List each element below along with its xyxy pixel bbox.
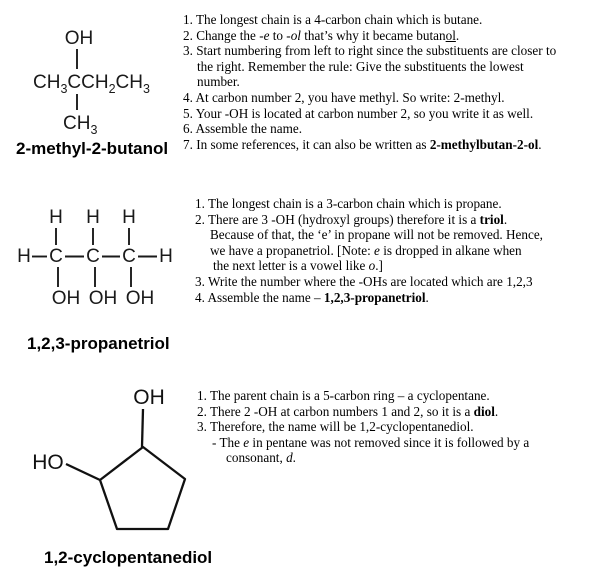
note-text-segment: we have a propanetriol. [Note: bbox=[210, 242, 375, 258]
note-text-segment: 2. Change the bbox=[183, 27, 260, 43]
note-line bbox=[183, 43, 556, 59]
note-text-segment: - The bbox=[212, 434, 244, 450]
note-text-segment: 1. The longest chain is a 4-carbon chain which is butane. bbox=[183, 12, 483, 27]
note-text-segment: . bbox=[292, 450, 296, 466]
note-text-segment: 1. The parent chain is a 5-carbon ring – a cyclopentane. bbox=[197, 388, 490, 403]
note-line bbox=[183, 106, 556, 122]
note-text-segment: 2. There 2 -OH at carbon numbers 1 and 2, so it is a bbox=[197, 403, 474, 419]
note-text-segment: .] bbox=[375, 258, 383, 274]
note-text-segment: number. bbox=[197, 74, 240, 90]
note-text-segment: 2. There are 3 -OH (hydroxyl groups) therefore it is a bbox=[195, 211, 480, 227]
note-text-segment: Because of that, the ‘e’ in propane will not be removed. Hence, bbox=[210, 227, 543, 243]
note-text-segment: that’s why it became butan bbox=[300, 27, 446, 43]
note-line bbox=[183, 121, 556, 137]
structure-name-label: 2-methyl-2-butanol bbox=[16, 139, 169, 158]
note-line bbox=[183, 74, 556, 90]
note-text-segment: 7. In some references, it can also be written as bbox=[183, 136, 430, 152]
note-text-segment: e bbox=[374, 242, 380, 258]
note-text-segment: 1,2,3-propanetriol bbox=[323, 289, 426, 305]
note-text-segment: . bbox=[425, 289, 429, 305]
note-text-segment: d bbox=[286, 450, 293, 466]
hydroxyl-label: OH bbox=[133, 386, 165, 409]
note-text-segment: 5. Your -OH is located at carbon number 2, so you write it as well. bbox=[183, 105, 534, 121]
note-text-segment: in pentane was not removed since it is followed by a bbox=[249, 434, 530, 450]
note-line bbox=[195, 196, 543, 212]
note-text-segment: ol bbox=[445, 27, 456, 43]
note-text-segment: the right. Remember the rule: Give the substituents the lowest bbox=[197, 58, 524, 74]
cyclopentane-ring bbox=[100, 447, 185, 529]
note-line bbox=[183, 28, 556, 44]
note-text-segment: . bbox=[538, 136, 542, 152]
note-text-segment: 4. At carbon number 2, you have methyl. So write: 2-methyl. bbox=[183, 89, 505, 105]
note-text-segment: 3. Write the number where the -OHs are located which are 1,2,3 bbox=[195, 273, 533, 289]
note-line bbox=[195, 290, 543, 306]
note-text-segment: 3. Start numbering from left to right since the substituents are closer to bbox=[183, 43, 557, 59]
hydrogen-label: H bbox=[49, 207, 63, 228]
hydroxyl-label: OH bbox=[125, 288, 155, 309]
note-line bbox=[195, 274, 543, 290]
structure-name-label: 1,2-cyclopentanediol bbox=[44, 548, 213, 567]
note-line bbox=[195, 212, 543, 228]
structure-name-label: 1,2,3-propanetriol bbox=[27, 334, 170, 353]
note-text-segment: o bbox=[368, 258, 376, 274]
note-line bbox=[195, 227, 543, 243]
note-text-segment: e bbox=[243, 434, 250, 450]
hydrogen-label: H bbox=[122, 207, 136, 228]
structure-2-methyl-2-butanol bbox=[15, 20, 190, 145]
note-line bbox=[183, 59, 556, 75]
structure-propanetriol bbox=[10, 207, 190, 315]
note-text-segment: diol bbox=[473, 403, 495, 419]
note-text-segment: 1. The longest chain is a 3-carbon chain which is propane. bbox=[195, 196, 502, 211]
structure-cyclopentanediol bbox=[20, 385, 205, 537]
note-text-segment: to bbox=[269, 27, 287, 43]
methyl-label: $CH_3$ bbox=[63, 113, 98, 137]
note-text-segment: triol bbox=[479, 211, 504, 227]
note-line bbox=[195, 243, 543, 259]
hydrogen-label: H bbox=[159, 246, 173, 267]
bond-line bbox=[142, 409, 143, 447]
note-text-segment: is dropped in alkane when bbox=[379, 242, 522, 258]
note-text-segment: 4. Assemble the name – bbox=[195, 289, 324, 305]
carbon-label: C bbox=[122, 246, 136, 267]
hydrogen-label: H bbox=[17, 246, 31, 267]
notes-list-2 bbox=[195, 196, 543, 305]
hydroxyl-label: OH bbox=[88, 288, 118, 309]
formula-label: $CH_3CCH_2CH_3$ bbox=[33, 72, 150, 96]
note-line bbox=[197, 450, 529, 466]
carbon-label: C bbox=[49, 246, 63, 267]
hydroxyl-label: OH bbox=[64, 28, 94, 49]
note-line bbox=[197, 435, 529, 451]
hydroxyl-label: OH bbox=[51, 288, 81, 309]
note-text-segment: 6. Assemble the name. bbox=[183, 121, 303, 137]
note-text-segment: . bbox=[455, 27, 460, 43]
note-line bbox=[197, 419, 529, 435]
notes-list-1 bbox=[183, 12, 556, 152]
note-text-segment: -ol bbox=[286, 27, 301, 43]
note-line bbox=[183, 137, 556, 153]
note-text-segment: . bbox=[494, 403, 499, 419]
note-line bbox=[183, 90, 556, 106]
note-text-segment: -e bbox=[259, 27, 270, 43]
note-text-segment: 2-methylbutan-2-ol bbox=[429, 136, 539, 152]
bond-line bbox=[66, 464, 100, 480]
note-line bbox=[195, 258, 543, 274]
carbon-label: C bbox=[86, 246, 100, 267]
note-line bbox=[197, 388, 529, 404]
note-text-segment: 3. Therefore, the name will be 1,2-cyclopentanediol. bbox=[197, 419, 474, 435]
hydroxyl-label: HO bbox=[32, 451, 64, 474]
hydrogen-label: H bbox=[86, 207, 100, 228]
note-line bbox=[197, 404, 529, 420]
note-text-segment: consonant, bbox=[226, 450, 287, 466]
note-line bbox=[183, 12, 556, 28]
notes-list-3 bbox=[197, 388, 529, 466]
note-text-segment: the next letter is a vowel like bbox=[213, 258, 369, 274]
note-text-segment: . bbox=[503, 211, 508, 227]
